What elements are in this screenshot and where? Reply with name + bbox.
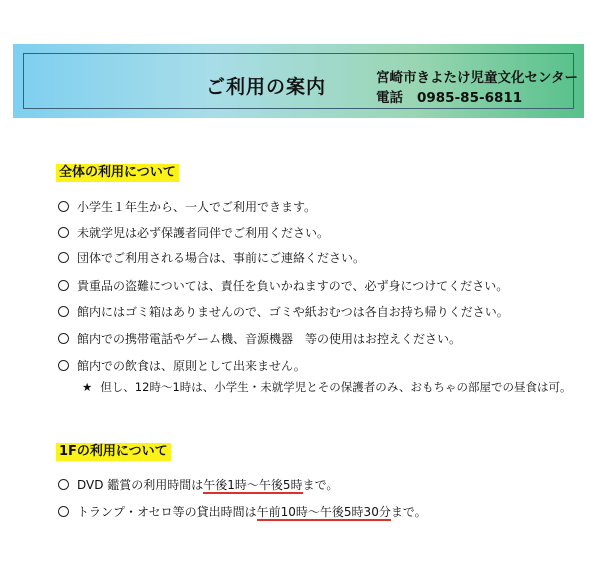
circle-bullet-icon xyxy=(58,201,69,212)
circle-bullet-icon xyxy=(58,252,69,263)
lending-hours-prefix: トランプ・オセロ等の貸出時間は xyxy=(77,505,257,519)
circle-bullet-icon xyxy=(58,479,69,490)
organization-name: 宮崎市きよたけ児童文化センター xyxy=(376,70,578,86)
list-item-text: 館内での携帯電話やゲーム機、音源機器 等の使用はお控えください。 xyxy=(77,332,462,346)
dvd-hours-suffix: まで。 xyxy=(302,478,339,492)
star-icon: ★ xyxy=(82,380,93,394)
list-item-text: 未就学児は必ず保護者同伴でご利用ください。 xyxy=(77,226,330,240)
general-usage-heading: 全体の利用について xyxy=(56,164,179,182)
list-item xyxy=(58,358,306,374)
page-title: ご利用の案内 xyxy=(206,76,327,98)
list-item xyxy=(58,331,461,347)
dvd-hours-prefix: DVD 鑑賞の利用時間は xyxy=(77,478,204,492)
circle-bullet-icon xyxy=(58,333,69,344)
list-item-text: 小学生１年生から、一人でご利用できます。 xyxy=(77,200,317,214)
list-item xyxy=(58,278,508,294)
circle-bullet-icon xyxy=(58,360,69,371)
circle-bullet-icon xyxy=(58,227,69,238)
circle-bullet-icon xyxy=(58,306,69,317)
list-item xyxy=(58,225,329,241)
dvd-hours-time: 午後1時～午後5時 xyxy=(203,478,303,492)
list-item-text: 館内にはゴミ箱はありませんので、ゴミや紙おむつは各自お持ち帰りください。 xyxy=(77,305,509,319)
list-item-text: 貴重品の盗難については、責任を負いかねますので、必ず身につけてください。 xyxy=(77,279,509,293)
first-floor-heading: 1Fの利用について xyxy=(56,443,171,461)
list-item-text: 館内での飲食は、原則として出来ません。 xyxy=(77,359,306,373)
list-item xyxy=(58,250,365,266)
telephone-label: 電話 xyxy=(376,90,403,106)
lunch-note-text: 但し、12時～1時は、小学生・未就学児とその保護者のみ、おもちゃの部屋での昼食は可。 xyxy=(100,380,572,394)
lending-hours-suffix: まで。 xyxy=(390,505,427,519)
list-item xyxy=(58,477,338,493)
circle-bullet-icon xyxy=(58,280,69,291)
list-item xyxy=(58,199,316,215)
telephone xyxy=(376,86,522,106)
list-item xyxy=(58,304,509,320)
circle-bullet-icon xyxy=(58,506,69,517)
telephone-number: 0985-85-6811 xyxy=(417,90,523,106)
list-item-text: 団体でご利用される場合は、事前にご連絡ください。 xyxy=(77,251,366,265)
lunch-note xyxy=(82,379,571,395)
lending-hours-time: 午前10時～午後5時30分 xyxy=(256,505,391,519)
list-item xyxy=(58,504,427,520)
